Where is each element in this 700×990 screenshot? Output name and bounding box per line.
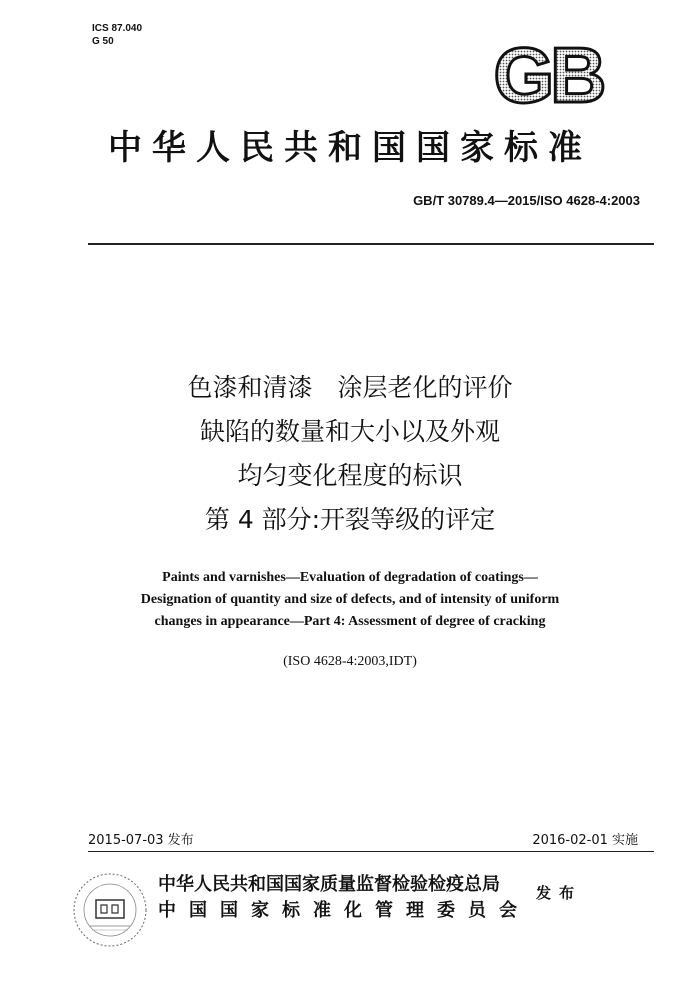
english-title-line: Paints and varnishes—Evaluation of degradation of coatings— [162,570,538,585]
implementation-date: 2016-02-01 实施 [532,833,638,848]
issuing-authorities [158,872,530,924]
classification-codes [92,22,142,48]
chinese-title-line: 缺陷的数量和大小以及外观 [199,417,500,446]
header-rule [88,243,654,245]
footer-rule [88,851,654,852]
issuer-line: 中国国家标准化管理委员会 [158,900,530,921]
standard-number: GB/T 30789.4—2015/ISO 4628-4:2003 [413,193,640,208]
anti-counterfeit-seal-icon [68,868,152,952]
chinese-title-line: 均匀变化程度的标识 [237,461,463,490]
authority-heading: 中华人民共和国国家标准 [108,128,592,168]
issuer-line: 中华人民共和国国家质量监督检验检疫总局 [158,874,500,895]
gb-logo-text: GB [493,38,603,110]
english-title-line: changes in appearance—Part 4: Assessment of degree of cracking [154,614,546,629]
chinese-title [0,366,700,542]
ics-code: ICS 87.040 [92,23,143,34]
gb-logo [478,38,618,110]
ccs-code: G 50 [92,36,114,47]
publish-label: 发布 [536,884,583,902]
iso-reference: (ISO 4628-4:2003,IDT) [283,654,417,669]
chinese-title-line: 第 4 部分:开裂等级的评定 [204,505,496,534]
english-title-line: Designation of quantity and size of defects, and of intensity of uniform [140,592,560,607]
english-title [0,567,700,633]
issue-date: 2015-07-03 发布 [88,833,194,848]
chinese-title-line: 色漆和清漆 涂层老化的评价 [187,373,513,402]
